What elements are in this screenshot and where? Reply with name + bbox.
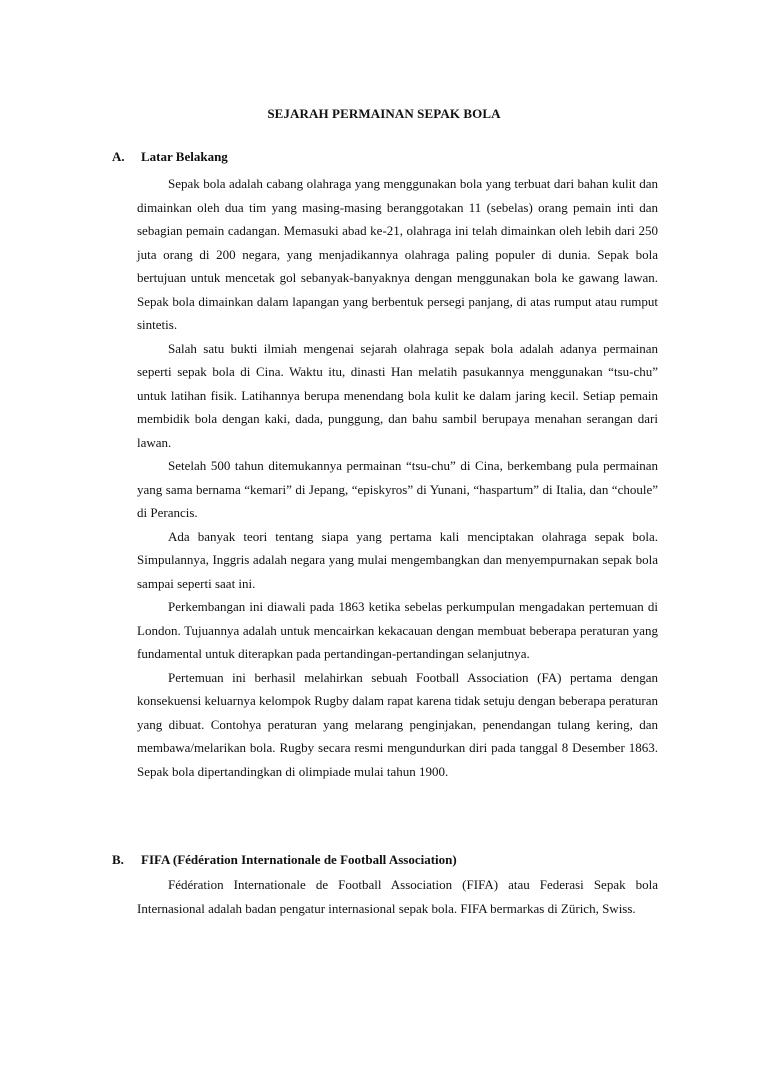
paragraph: Setelah 500 tahun ditemukannya permainan “tsu-chu” di Cina, berkembang pula permainan yang sama bernama “kemari” di Jepang, “episkyros” di Yunani, “haspartum” di Italia, dan “choule” di Perancis. (137, 458, 658, 520)
paragraph: Perkembangan ini diawali pada 1863 ketika sebelas perkumpulan mengadakan pertemuan di London. Tujuannya adalah untuk mencairkan kekacauan dengan membuat beberapa peraturan yang fundamental untuk diterapkan pada pertandingan-pertandingan selanjutnya. (137, 599, 658, 661)
section-a-letter: A. (112, 149, 125, 164)
section-b-heading (112, 852, 457, 868)
paragraph: Ada banyak teori tentang siapa yang pertama kali menciptakan olahraga sepak bola. Simpulannya, Inggris adalah negara yang mulai mengembangkan dan menyempurnakan sepak bola sampai seperti saat ini. (137, 528, 658, 591)
section-a-title: Latar Belakang (141, 149, 228, 164)
section-b-title: FIFA (Fédération Internationale de Football Association) (141, 852, 457, 867)
document-title: SEJARAH PERMAINAN SEPAK BOLA (267, 106, 501, 121)
section-a-heading (112, 149, 228, 165)
paragraph: Pertemuan ini berhasil melahirkan sebuah Football Association (FA) pertama dengan konsekuensi keluarnya kelompok Rugby dalam rapat karena tidak setuju dengan beberapa peraturan yang dibuat. Contohya peraturan yang melarang penginjakan, penendangan tulang kering, dan membawa/melarikan bola. Rugby secara resmi mengundurkan diri pada tanggal 8 Desember 1863. Sepak bola dipertandingkan di olimpiade mulai tahun 1900. (137, 669, 658, 779)
section-b-body (137, 873, 658, 920)
paragraph: Salah satu bukti ilmiah mengenai sejarah olahraga sepak bola adalah adanya permainan seperti sepak bola di Cina. Waktu itu, dinasti Han melatih pasukannya menggunakan “tsu-chu” untuk latihan fisik. Latihannya berupa menendang bola kulit ke dalam jaring kecil. Setiap pemain membidik bola dengan kaki, dada, punggung, dan bahu sambil berupaya menahan serangan dari lawan. (137, 340, 658, 450)
section-a-body (137, 172, 658, 783)
section-b-letter: B. (112, 852, 124, 867)
paragraph: Fédération Internationale de Football Association (FIFA) atau Federasi Sepak bola Internasional adalah badan pengatur internasional sepak bola. FIFA bermarkas di Zürich, Swiss. (137, 877, 658, 916)
paragraph: Sepak bola adalah cabang olahraga yang menggunakan bola yang terbuat dari bahan kulit dan dimainkan oleh dua tim yang masing-masing beranggotakan 11 (sebelas) orang pemain inti dan sebagian pemain cadangan. Memasuki abad ke-21, olahraga ini telah dimainkan oleh lebih dari 250 juta orang di 200 negara, yang menjadikannya olahraga paling populer di dunia. Sepak bola bertujuan untuk mencetak gol sebanyak-banyaknya dengan menggunakan bola ke gawang lawan. Sepak bola dimainkan dalam lapangan yang berbentuk persegi panjang, di atas rumput atau rumput sintetis. (137, 176, 658, 332)
